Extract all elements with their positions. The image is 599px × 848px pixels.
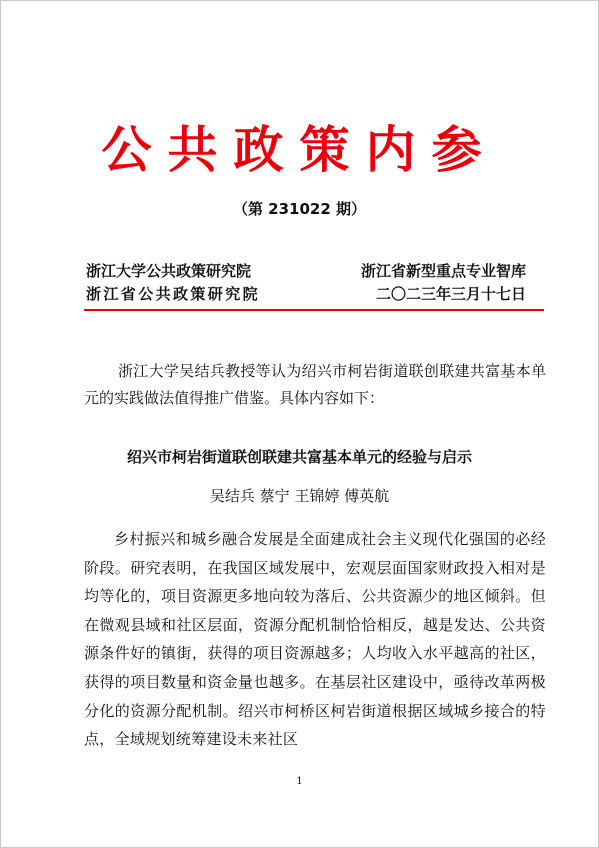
header-row-date — [86, 283, 526, 304]
issue-number: （第 231022 期） — [232, 200, 367, 218]
masthead-title: 公共政策内参 — [101, 120, 498, 179]
article-authors: 吴结兵 蔡宁 王锦婷 傅英航 — [209, 487, 390, 505]
publisher-right: 浙江省新型重点专业智库 — [360, 262, 526, 280]
intro-paragraph: 浙江大学吴结兵教授等认为绍兴市柯岩街道联创联建共富基本单元的实践做法值得推广借鉴。具体内容如下： — [84, 362, 546, 407]
institute-line: 浙江省公共政策研究院 — [86, 285, 261, 303]
page-number: 1 — [296, 776, 303, 787]
article-title: 绍兴市柯岩街道联创联建共富基本单元的经验与启示 — [126, 448, 472, 466]
header-row-publishers — [86, 260, 526, 281]
article-body-paragraph: 乡村振兴和城乡融合发展是全面建成社会主义现代化强国的必经阶段。研究表明，在我国区域发展中，宏观层面国家财政投入相对是均等化的，项目资源更多地向较为落后、公共资源少的地区倾斜。但在微观县域和社区层面，资源分配机制恰恰相反，越是发达、公共资源条件好的镇街，获得的项目资源越多；人均收入水平越高的社区，获得的项目数量和资金量也越多。在基层社区建设中，亟待改革两极分化的资源分配机制。绍兴市柯桥区柯岩街道根据区域城乡接合的特点，全域规划统筹建设未来社区 — [84, 530, 546, 749]
issue-date: 二〇二三年三月十七日 — [375, 285, 526, 303]
header-divider — [84, 309, 544, 311]
publisher-left: 浙江大学公共政策研究院 — [86, 262, 252, 280]
